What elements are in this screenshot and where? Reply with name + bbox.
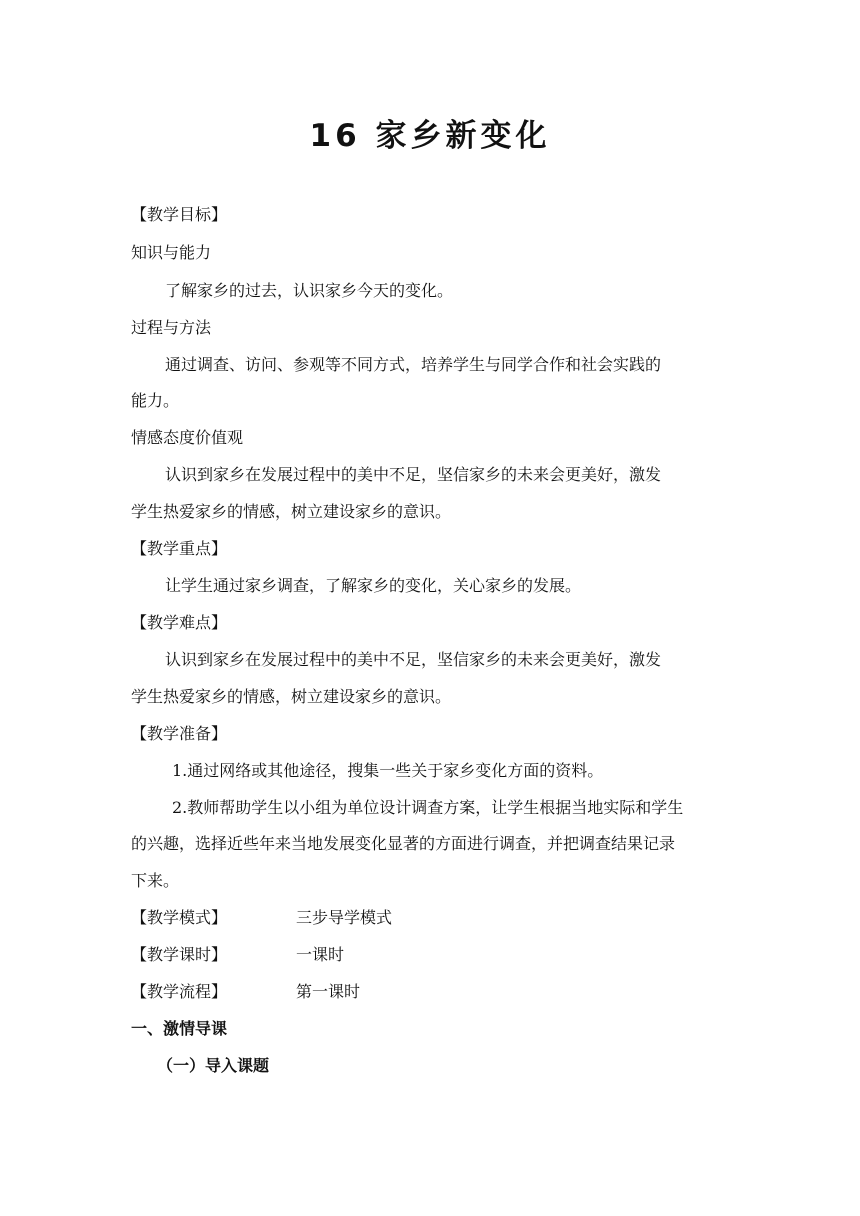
preparation-item1: 1.通过网络或其他途径，搜集一些关于家乡变化方面的资料。 xyxy=(172,761,604,780)
flow-label: 【教学流程】 xyxy=(131,982,228,1001)
emotion-label: 情感态度价值观 xyxy=(131,428,244,447)
preparation-item2-line3: 下来。 xyxy=(131,871,180,890)
section1-heading: 一、激情导课 xyxy=(131,1019,228,1038)
preparation-item2-line2: 的兴趣，选择近些年来当地发展变化显著的方面进行调查，并把调查结果记录 xyxy=(131,834,676,853)
key-points-text: 让学生通过家乡调查，了解家乡的变化，关心家乡的发展。 xyxy=(165,576,582,595)
hours-label: 【教学课时】 xyxy=(131,945,228,964)
page-title: 16 家乡新变化 xyxy=(309,118,551,154)
knowledge-text: 了解家乡的过去，认识家乡今天的变化。 xyxy=(165,281,454,300)
emotion-text-line1: 认识到家乡在发展过程中的美中不足，坚信家乡的未来会更美好，激发 xyxy=(165,465,662,484)
process-text-line1: 通过调查、访问、参观等不同方式，培养学生与同学合作和社会实践的 xyxy=(165,355,662,374)
section1-sub1: （一）导入课题 xyxy=(157,1056,270,1075)
mode-label: 【教学模式】 xyxy=(131,908,228,927)
difficulties-text-line2: 学生热爱家乡的情感，树立建设家乡的意识。 xyxy=(131,687,452,706)
flow-value: 第一课时 xyxy=(296,982,361,1001)
preparation-heading: 【教学准备】 xyxy=(131,724,228,743)
preparation-item2-line1: 2.教师帮助学生以小组为单位设计调查方案，让学生根据当地实际和学生 xyxy=(172,798,684,817)
hours-value: 一课时 xyxy=(296,945,345,964)
process-label: 过程与方法 xyxy=(131,318,212,337)
objectives-heading: 【教学目标】 xyxy=(131,205,228,224)
mode-value: 三步导学模式 xyxy=(296,908,393,927)
emotion-text-line2: 学生热爱家乡的情感，树立建设家乡的意识。 xyxy=(131,502,452,521)
difficulties-text-line1: 认识到家乡在发展过程中的美中不足，坚信家乡的未来会更美好，激发 xyxy=(165,650,662,669)
process-text-line2: 能力。 xyxy=(131,391,180,410)
difficulties-heading: 【教学难点】 xyxy=(131,613,228,632)
knowledge-label: 知识与能力 xyxy=(131,243,212,262)
key-points-heading: 【教学重点】 xyxy=(131,539,228,558)
